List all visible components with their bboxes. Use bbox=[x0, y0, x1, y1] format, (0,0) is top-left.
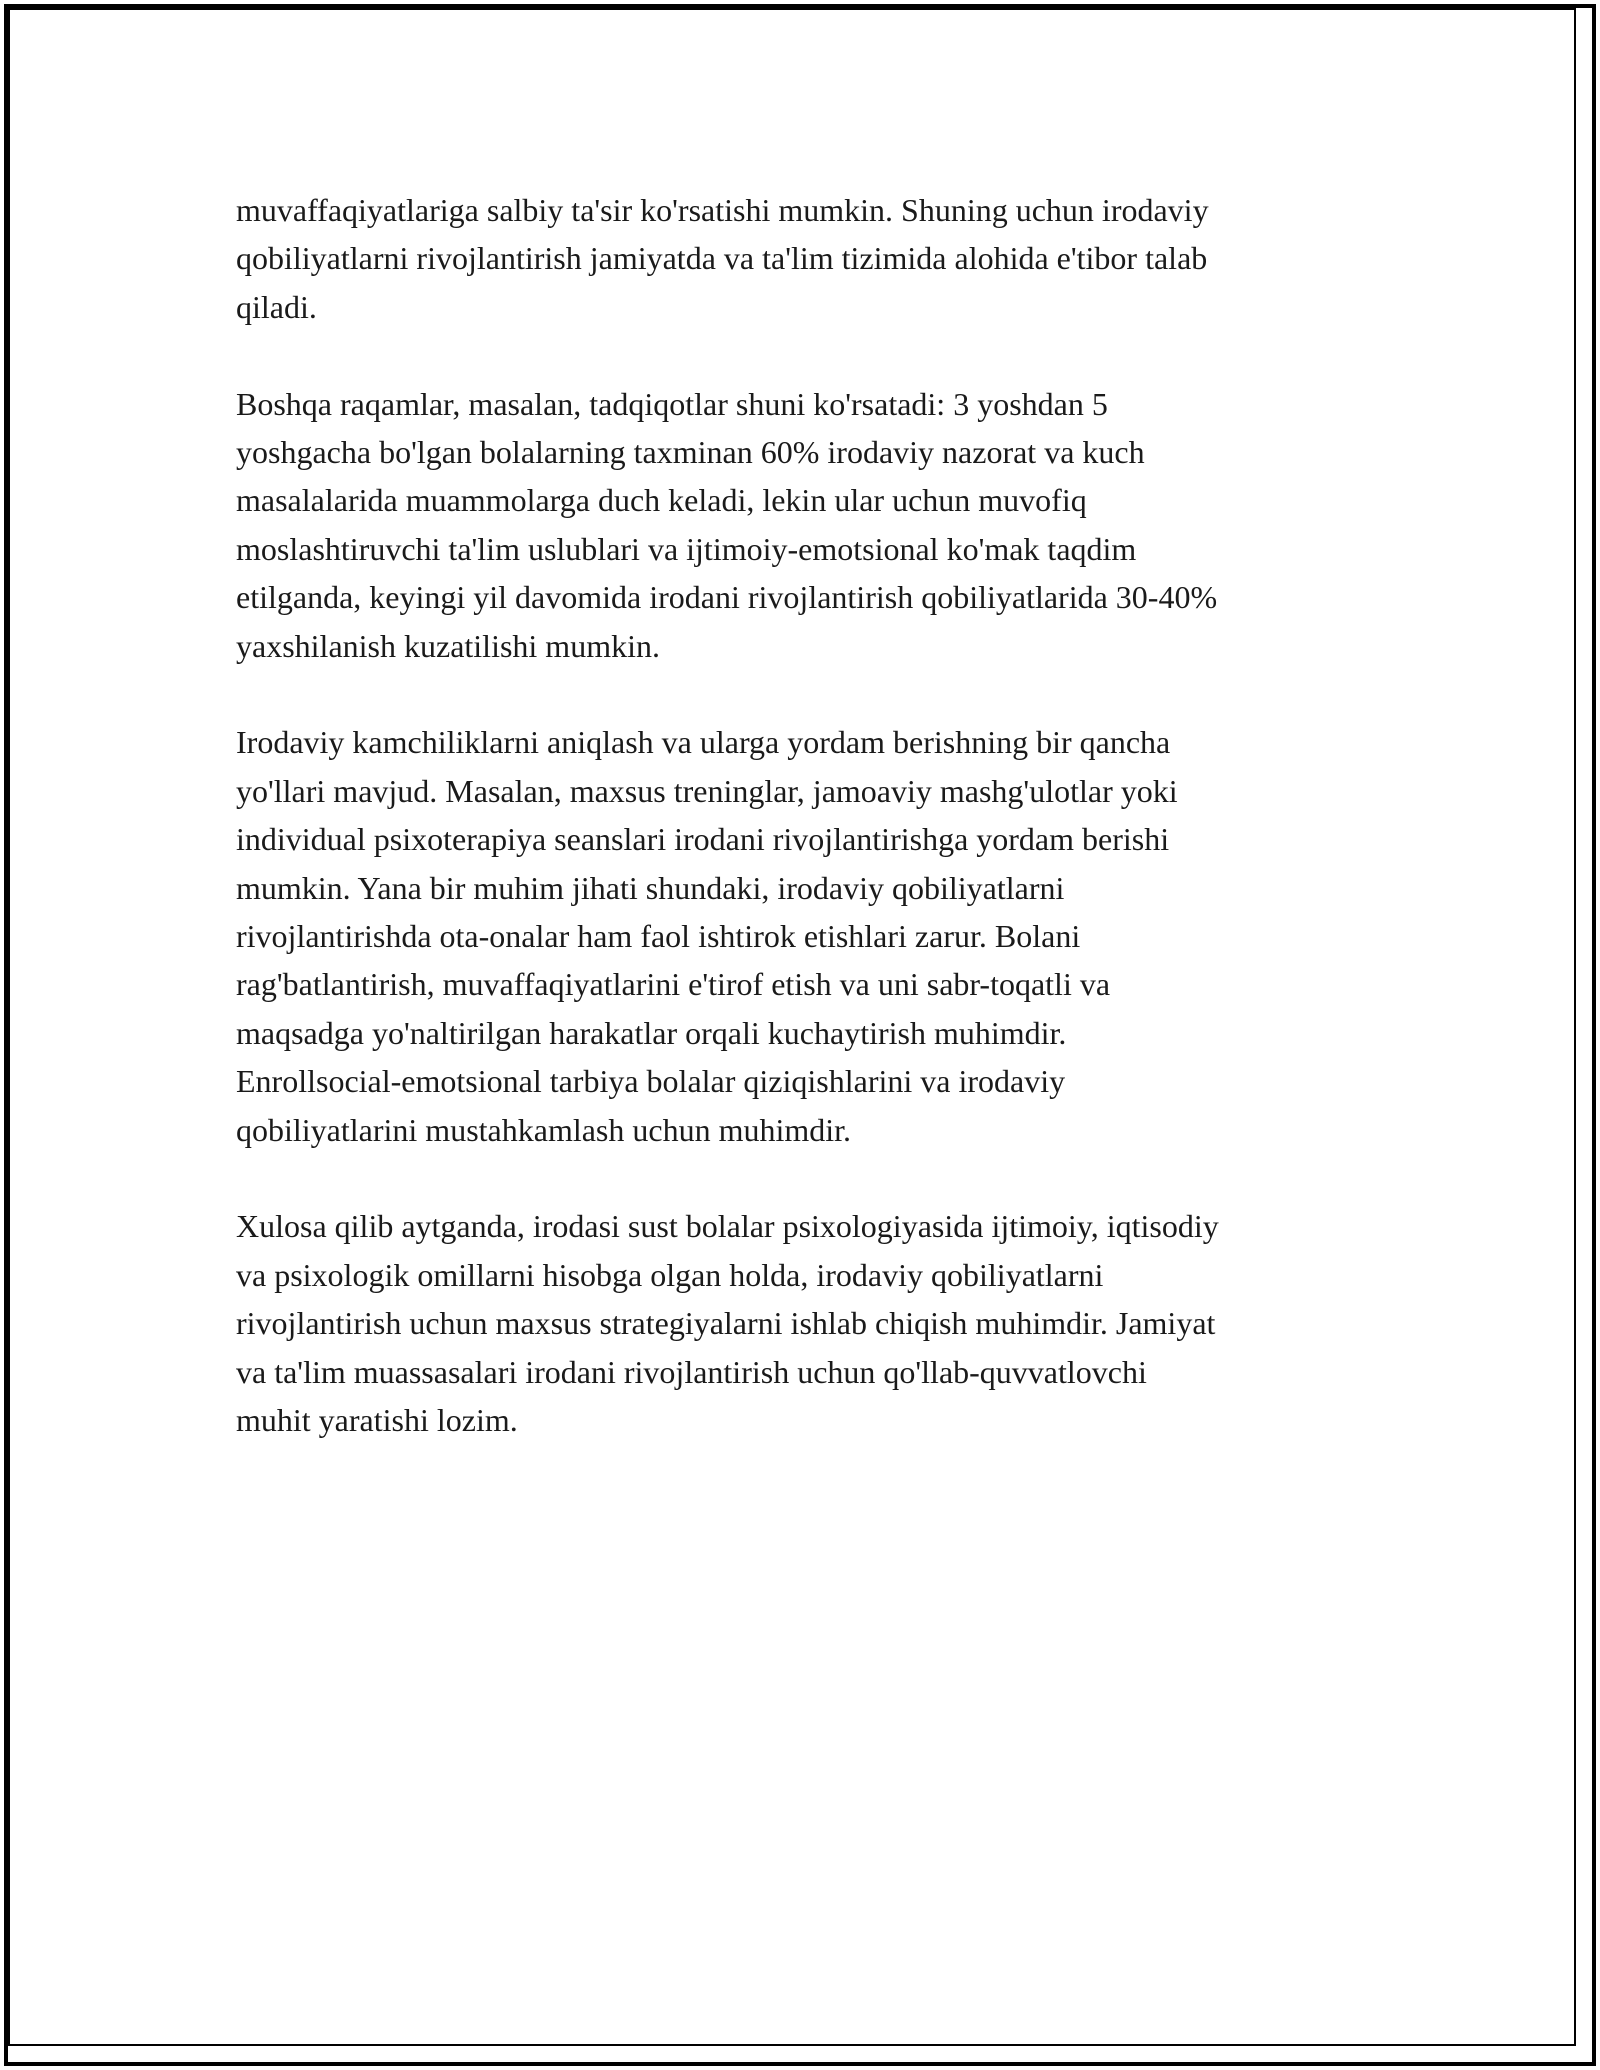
text-line: Irodaviy kamchiliklarni aniqlash va ularga yordam berishning bir qancha bbox=[236, 724, 1171, 761]
text-line: qobiliyatlarini mustahkamlash uchun muhimdir. bbox=[236, 1111, 852, 1148]
paragraph-3 bbox=[236, 718, 1386, 1154]
text-line: Boshqa raqamlar, masalan, tadqiqotlar shuni ko'rsatadi: 3 yoshdan 5 bbox=[236, 385, 1108, 422]
text-line: rivojlantirish uchun maxsus strategiyalarni ishlab chiqish muhimdir. Jamiyat bbox=[236, 1305, 1216, 1342]
text-line: rag'batlantirish, muvaffaqiyatlarini e'tirof etish va uni sabr-toqatli va bbox=[236, 966, 1111, 1003]
paragraph-2 bbox=[236, 380, 1386, 670]
text-line: maqsadga yo'naltirilgan harakatlar orqali kuchaytirish muhimdir. bbox=[236, 1014, 1067, 1051]
text-line: qiladi. bbox=[236, 288, 317, 325]
text-line: rivojlantirishda ota-onalar ham faol ishtirok etishlari zarur. Bolani bbox=[236, 918, 1081, 955]
text-line: masalalarida muammolarga duch keladi, lekin ular uchun muvofiq bbox=[236, 482, 1087, 519]
text-line: etilganda, keyingi yil davomida irodani rivojlantirish qobiliyatlarida 30-40% bbox=[236, 579, 1218, 616]
text-line: yo'llari mavjud. Masalan, maxsus treninglar, jamoaviy mashg'ulotlar yoki bbox=[236, 772, 1178, 809]
text-line: muvaffaqiyatlariga salbiy ta'sir ko'rsatishi mumkin. Shuning uchun irodaviy bbox=[236, 192, 1209, 228]
paragraph-4 bbox=[236, 1202, 1386, 1444]
document-body bbox=[236, 186, 1386, 1493]
text-line: va psixologik omillarni hisobga olgan holda, irodaviy qobiliyatlarni bbox=[236, 1256, 1104, 1293]
text-line: yaxshilanish kuzatilishi mumkin. bbox=[236, 627, 660, 664]
text-line: va ta'lim muassasalari irodani rivojlantirish uchun qo'llab-quvvatlovchi bbox=[236, 1353, 1147, 1390]
text-line: muhit yaratishi lozim. bbox=[236, 1402, 518, 1439]
paragraph-1 bbox=[236, 186, 1386, 331]
text-line: moslashtiruvchi ta'lim uslublari va ijtimoiy-emotsional ko'mak taqdim bbox=[236, 530, 1137, 567]
text-line: individual psixoterapiya seanslari irodani rivojlantirishga yordam berishi bbox=[236, 821, 1170, 858]
text-line: Enrollsocial-emotsional tarbiya bolalar qiziqishlarini va irodaviy bbox=[236, 1063, 1066, 1100]
text-line: Xulosa qilib aytganda, irodasi sust bolalar psixologiyasida ijtimoiy, iqtisodiy bbox=[236, 1208, 1219, 1245]
text-line: mumkin. Yana bir muhim jihati shundaki, irodaviy qobiliyatlarni bbox=[236, 869, 1065, 906]
text-line: qobiliyatlarni rivojlantirish jamiyatda va ta'lim tizimida alohida e'tibor talab bbox=[236, 240, 1208, 277]
text-line: yoshgacha bo'lgan bolalarning taxminan 60% irodaviy nazorat va kuch bbox=[236, 434, 1145, 471]
